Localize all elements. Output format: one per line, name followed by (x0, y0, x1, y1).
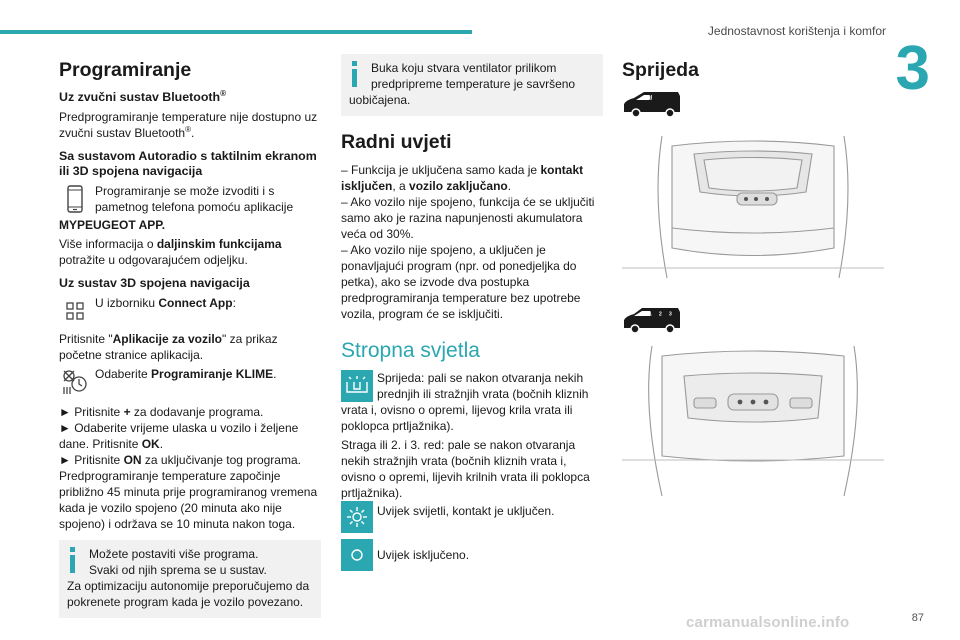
step-2: ► Odaberite vrijeme ulaska u vozilo i željene dane. Pritisnite OK. (59, 421, 299, 451)
climate-timer-icon (59, 366, 91, 398)
light-on-icon (341, 501, 373, 533)
heading-3d-nav: Uz sustav 3D spojena navigacija (59, 276, 250, 290)
connect-app-row: U izborniku Connect App: (59, 295, 321, 329)
condition-2: – Ako vozilo nije spojeno, funkcija će se uključiti samo ako je razina napunjenosti akumulatora veća od 30%. (341, 195, 595, 241)
condition-1: – Funkcija je uključena samo kada je kontakt isključen, a vozilo zaključano. (341, 163, 584, 193)
interior-light-icon (341, 370, 373, 402)
info-icon (67, 547, 77, 575)
svg-text:1: 1 (649, 311, 652, 318)
section-title-conditions: Radni uvjeti (341, 131, 452, 153)
heading-bluetooth: Uz zvučni sustav Bluetooth® (59, 88, 227, 104)
para-bluetooth: Predprogramiranje temperature nije dostupno uz zvučni sustav Bluetooth®. (59, 110, 318, 140)
heading-autoradio: Sa sustavom Autoradio s taktilnim ekranom ili 3D spojena navigacija (59, 149, 317, 178)
header-accent-bar (0, 30, 472, 34)
climate-program-row: Odaberite Programiranje KLIME. (59, 366, 321, 400)
step-3: ► Pritisnite ON za uključivanje tog programa. (59, 453, 301, 467)
van-icon (622, 90, 884, 120)
page-number: 87 (911, 612, 924, 624)
smartphone-row: Programiranje se može izvoditi i s pametnog telefona pomoću aplikacije (59, 183, 321, 217)
light-on-row: Uvijek svijetli, kontakt je uključen. (341, 501, 603, 535)
watermark: carmanualsonline.info (686, 614, 850, 631)
ceiling-light-front-illustration (622, 128, 884, 282)
interior-light-row: Sprijeda: pali se nakon otvaranja nekih prednjih ili stražnjih vrata (bočnih kliznih vrata i, ovisno o opremi, lijevog krila vrata ili poklopca prtljažnika). (341, 371, 589, 433)
section-title-front: Sprijeda (622, 59, 699, 81)
column-programming: Programiranje Uz zvučni sustav Bluetooth® Predprogramiranje temperature nije dostupno uz zvučni sustav Bluetooth®. Sa sustavom Autoradio s taktilnim ekranom ili 3D spojena navigacija Programiranje se može izvoditi i s pametnog telefona pomoću aplikacije MYPEUGEOT APP. Više informacija o daljinskim funkcijama potražite u odgovarajućem odjeljku. Uz sustav 3D spojena navigacija U izborniku Connect App: Pritisnite "Aplikacije za vozilo" za prikaz početne stranice aplikacija. Odaberite Programiranje KLIME. ► Pritisnite + za dodavanje programa. ► Odaberite vrijeme ulaska u vozilo i željene dane. Pritisnite OK. ► Pritisnite ON za uključivanje tog programa. Predprogramiranje temperature započinje približno 45 minuta prije programiranog vremena kada je vozilo spojeno (20 minuta ako nije spojeno) i održava se 10 minuta nakon toga. Možete postaviti više programa. Svaki od njih sprema se u sustav. Za optimizaciju autonomije preporučujemo da pokrenete program kada je vozilo povezano. (59, 58, 321, 628)
header-title: Jednostavnost korištenja i komfor (707, 24, 886, 38)
van-row-label: 1 (649, 95, 653, 102)
step-1: ► Pritisnite + za dodavanje programa. (59, 405, 264, 419)
section-title-programming: Programiranje (59, 59, 192, 81)
para-remote: Više informacija o daljinskim funkcijama potražite u odgovarajućem odjeljku. (59, 237, 282, 267)
chapter-number: 3 (895, 34, 930, 103)
column-front (622, 58, 884, 496)
light-off-row: Uvijek isključeno. (341, 539, 603, 573)
info-icon (349, 61, 359, 89)
condition-3: – Ako vozilo nije spojeno, a uključen je ponavljajući program (npr. od ponedjeljka do petka), ako se izvode dva postupka predprogramiranja temperature bez upotrebe vozila, program će se isključiti. (341, 243, 581, 321)
svg-text:3: 3 (669, 311, 672, 318)
light-off-icon (341, 539, 373, 571)
svg-text:2: 2 (659, 311, 662, 318)
van-long-icon (622, 306, 884, 336)
ceiling-light-rear-illustration (622, 346, 884, 496)
para-rear-lights: Straga ili 2. i 3. red: pale se nakon otvaranja nekih stražnjih vrata (bočnih kliznih vrata i, ovisno o opremi, lijevih krilnih vrata ili poklopca prtljažnika). (341, 438, 590, 500)
apps-grid-icon (59, 295, 91, 327)
column-conditions (341, 54, 603, 573)
info-box-programs: Možete postaviti više programa. Svaki od njih sprema se u sustav. Za optimizaciju autonomije preporučujemo da pokrenete program kada je vozilo povezano. (59, 540, 321, 618)
smartphone-icon (59, 183, 91, 215)
info-box-fan-noise: Buka koju stvara ventilator prilikom predpripreme temperature je savršeno uobičajena. (341, 54, 603, 116)
para-start-time: Predprogramiranje temperature započinje približno 45 minuta prije programiranog vremena kada je vozilo spojeno (20 minuta ako nije spojeno) i održava se 10 minuta nakon toga. (59, 469, 318, 531)
section-title-ceiling-lights: Stropna svjetla (341, 339, 480, 362)
